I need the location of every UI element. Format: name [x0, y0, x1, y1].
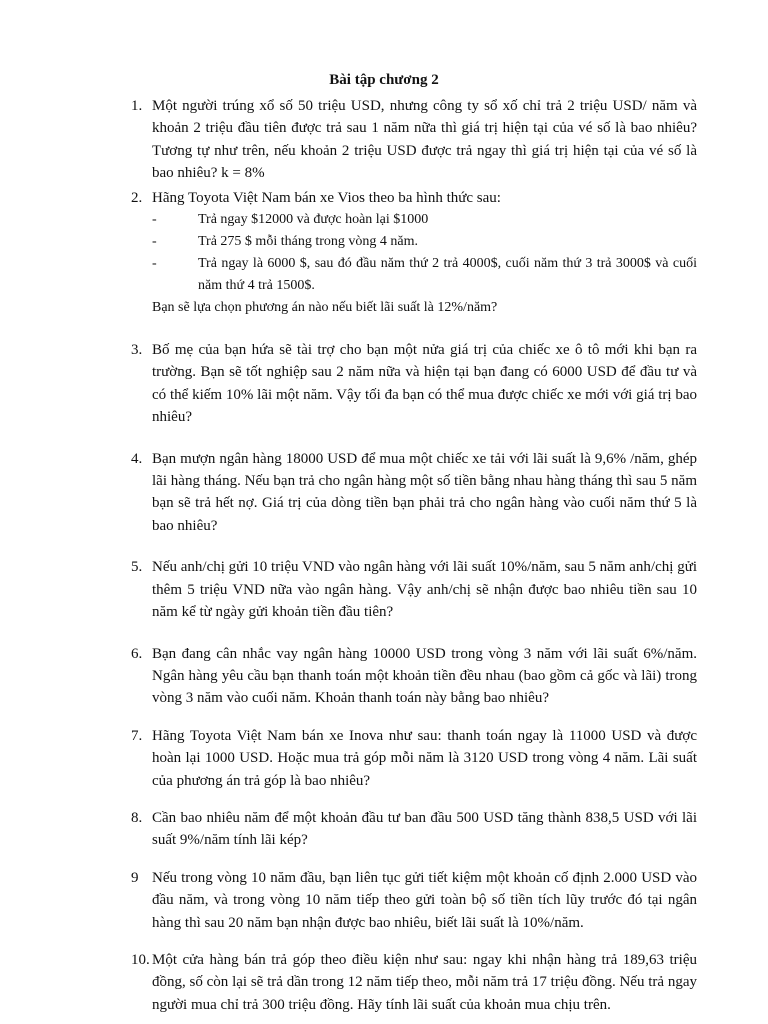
- problem-9: [131, 867, 697, 934]
- problem-number: 3.: [131, 342, 143, 359]
- page-title: Bài tập chương 2: [329, 72, 439, 88]
- problem-4: [131, 448, 697, 538]
- problem-list: [131, 95, 697, 1016]
- problem-number: 2.: [131, 189, 143, 206]
- payment-options: [152, 209, 697, 297]
- problem-number: 8.: [131, 809, 143, 826]
- problem-text: Bố mẹ của bạn hứa sẽ tài trợ cho bạn một nửa giá trị của chiếc xe ô tô mới khi bạn ra trường. Bạn sẽ tốt nghiệp sau 2 năm nữa và hiện tại bạn đang có 6000 USD để đầu tư và có thể kiếm 10% lãi một năm. Vậy tối đa bạn có thể mua được chiếc xe mới với giá trị bao nhiêu?: [152, 342, 697, 426]
- payment-option: [152, 231, 697, 253]
- problem-2: [131, 187, 697, 319]
- problem-8: [131, 807, 697, 852]
- problem-1: [131, 95, 697, 185]
- problem-text: Bạn mượn ngân hàng 18000 USD để mua một chiếc xe tải với lãi suất là 9,6% /năm, ghép lãi hàng tháng. Nếu bạn trả cho ngân hàng một số tiền bằng nhau hàng tháng thì sau 5 năm bạn sẽ trả hết nợ. Giá trị của dòng tiền bạn phải trả cho ngân hàng vào cuối năm thứ 5 là bao nhiêu?: [152, 450, 697, 534]
- problem-question: Bạn sẽ lựa chọn phương án nào nếu biết lãi suất là 12%/năm?: [152, 300, 498, 316]
- problem-number: 10.: [131, 951, 150, 968]
- problem-text: Cần bao nhiêu năm để một khoản đầu tư ban đầu 500 USD tăng thành 838,5 USD với lãi suất 9%/năm tính lãi kép?: [152, 809, 697, 849]
- problem-number: 6.: [131, 645, 143, 662]
- list-dash: -: [152, 234, 157, 250]
- problem-text: Hãng Toyota Việt Nam bán xe Inova như sau: thanh toán ngay là 11000 USD và được hoàn lại 1000 USD. Hoặc mua trả góp mỗi năm là 3120 USD trong vòng 4 năm. Lãi suất của phương án trả góp là bao nhiêu?: [152, 727, 697, 789]
- problem-text: Một cửa hàng bán trả góp theo điều kiện như sau: ngay khi nhận hàng trả 189,63 triệu đồng, số còn lại sẽ trả dần trong 12 năm tiếp theo, mỗi năm trả 17 triệu đồng. Nếu trả ngay người mua chỉ trả 300 triệu đồng. Hãy tính lãi suất của khoản mua chịu trên.: [152, 951, 697, 1013]
- problem-text: Bạn đang cân nhắc vay ngân hàng 10000 USD trong vòng 3 năm với lãi suất 6%/năm. Ngân hàng yêu cầu bạn thanh toán một khoản tiền đều nhau (bao gồm cả gốc và lãi) trong vòng 3 năm vào cuối năm. Khoản thanh toán này bằng bao nhiêu?: [152, 645, 697, 707]
- problem-6: [131, 643, 697, 710]
- problem-text: Một người trúng xổ số 50 triệu USD, nhưng công ty sổ xố chỉ trả 2 triệu USD/ năm và khoản 2 triệu đầu tiên được trả sau 1 năm nữa thì giá trị hiện tại của vé số là bao nhiêu? Tương tự như trên, nếu khoản 2 triệu USD được trả ngay thì giá trị hiện tại của vé số là bao nhiêu? k = 8%: [152, 98, 697, 182]
- payment-option: [152, 253, 697, 297]
- problem-10: [131, 949, 697, 1016]
- problem-text: Nếu trong vòng 10 năm đầu, bạn liên tục gửi tiết kiệm một khoản cố định 2.000 USD vào đầu năm, và trong vòng 10 năm tiếp theo gửi toàn bộ số tiền tích lũy trước đó tại ngân hàng thì sau 20 năm bạn nhận được bao nhiêu, biết lãi suất là 10%/năm.: [152, 869, 697, 931]
- option-text: Trả ngay là 6000 $, sau đó đầu năm thứ 2 trả 4000$, cuối năm thứ 3 trả 3000$ và cuối năm thứ 4 trả 1500$.: [198, 256, 697, 294]
- problem-number: 1.: [131, 98, 143, 114]
- problem-7: [131, 725, 697, 792]
- problem-number: 5.: [131, 559, 143, 576]
- problem-number: 4.: [131, 450, 143, 467]
- option-text: Trả ngay $12000 và được hoàn lại $1000: [198, 212, 429, 228]
- problem-5: [131, 556, 697, 623]
- problem-text: Nếu anh/chị gửi 10 triệu VND vào ngân hàng với lãi suất 10%/năm, sau 5 năm anh/chị gửi thêm 5 triệu VND nữa vào ngân hàng. Vậy anh/chị sẽ nhận được bao nhiêu tiền sau 10 năm kể từ ngày gửi khoản tiền đầu tiên?: [152, 559, 697, 621]
- problem-number: 7.: [131, 727, 143, 744]
- payment-option: [152, 209, 697, 231]
- list-dash: -: [152, 212, 157, 228]
- list-dash: -: [152, 256, 157, 272]
- problem-3: [131, 339, 697, 429]
- problem-number: 9: [131, 869, 139, 886]
- problem-text: Hãng Toyota Việt Nam bán xe Vios theo ba hình thức sau:: [152, 189, 501, 206]
- option-text: Trả 275 $ mỗi tháng trong vòng 4 năm.: [198, 234, 418, 250]
